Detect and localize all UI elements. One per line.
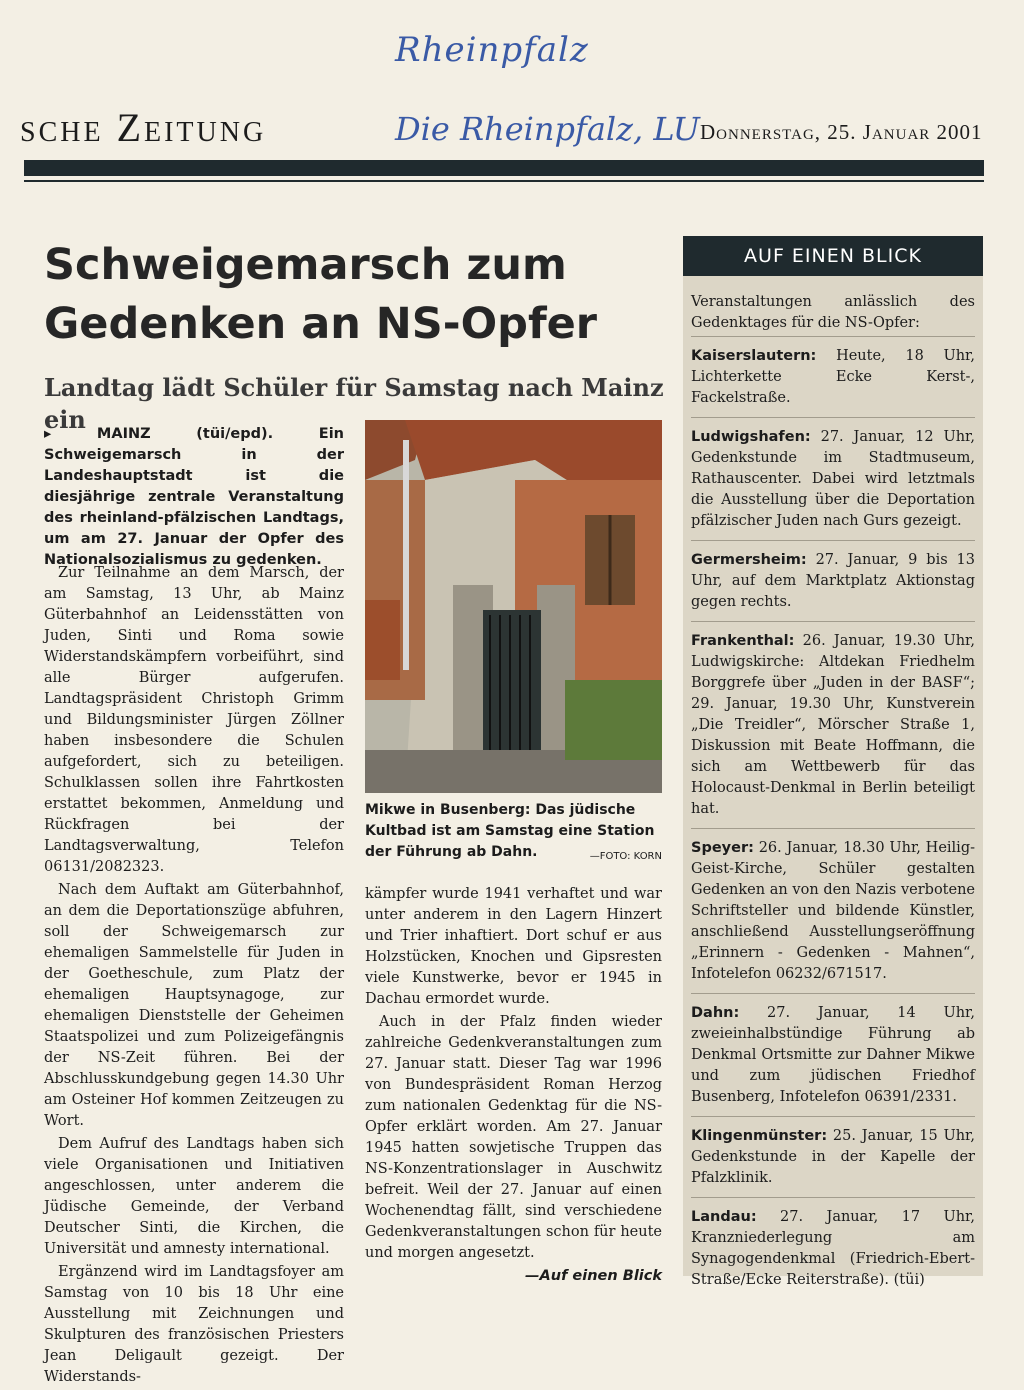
article-column-2 <box>365 884 662 1287</box>
handwritten-note-top: Rheinpfalz <box>395 30 589 70</box>
event-place: Ludwigshafen: <box>691 429 811 445</box>
article-lead: ▸ MAINZ (tüi/epd). Ein Schweigemarsch in der Landeshauptstadt ist die diesjährige zentrale Veranstaltung des rheinland-pfälzischen Landtags, um am 27. Januar der Opfer des Nationalsozialismus zu gedenken. <box>44 426 344 568</box>
newspaper-masthead: sche Zeitung <box>20 105 267 150</box>
event-place: Germersheim: <box>691 552 807 568</box>
handwritten-note-source: Die Rheinpfalz, LU <box>395 110 700 148</box>
event-place: Kaiserslautern: <box>691 348 817 364</box>
masthead-rule <box>24 160 984 176</box>
paragraph: Auch in der Pfalz finden wieder zahlreiche Gedenkveranstaltungen zum 27. Januar statt. Dieser Tag war 1996 von Bundespräsident Roman Herzog zum nationalen Gedenktag für die NS-Opfer erklärt worden. Am 27. Januar 1945 hatten sowjetische Truppen das NS-Konzentrationslager in Auschwitz befreit. Weil der 27. Januar auf einen Wochenendtag fällt, sind verschiedene Gedenkveranstaltungen schon für heute und morgen angesetzt. <box>365 1014 662 1261</box>
issue-date: Donnerstag, 25. Januar 2001 <box>700 120 983 144</box>
masthead-rule-thin <box>24 180 984 182</box>
event-place: Landau: <box>691 1209 757 1225</box>
article-headline: Schweigemarsch zum Gedenken an NS-Opfer <box>44 240 598 349</box>
event-item <box>691 993 975 1116</box>
paragraph: Dem Aufruf des Landtags haben sich viele Organisationen und Initiativen angeschlossen, unter anderem die Jüdische Gemeinde, der Verband Deutscher Sinti, die Kirchen, die Universität und amnesty international. <box>44 1136 344 1257</box>
article-subhead: Landtag lädt Schüler für Samstag nach Mainz ein <box>44 373 664 434</box>
event-item <box>691 828 975 993</box>
event-item <box>691 417 975 540</box>
sidebar-box <box>683 236 983 1288</box>
event-place: Speyer: <box>691 840 754 856</box>
paragraph: kämpfer wurde 1941 verhaftet und war unter anderem in den Lagern Hinzert und Trier inhaftiert. Dort schuf er aus Holzstücken, Knochen und Gipsresten viele Kunstwerke, bevor er 1945 in Dachau ermordet wurde. <box>365 886 662 1007</box>
event-text: 27. Januar, 12 Uhr, Gedenkstunde im Stadtmuseum, Rathauscenter. Dabei wird letztmals die Ausstellung über die Deportation pfälzischer Juden nach Gurs gezeigt. <box>691 429 975 529</box>
event-text: 26. Januar, 18.30 Uhr, Heilig-Geist-Kirche, Schüler gestalten Gedenken an von den Nazis verbotene Schriftsteller und bildende Künstler, anschließend Ausstellungseröffnung „Erinnern - Gedenken - Mahnen“, Infotelefon 06232/671517. <box>691 840 976 982</box>
event-text: 27. Januar, 14 Uhr, zweieinhalbstündige Führung ab Denkmal Ortsmitte zur Dahner Mikwe und zum jüdischen Friedhof Busenberg, Infotelefon 06391/2331. <box>691 1005 975 1105</box>
mikwe-photo <box>365 420 662 793</box>
event-list <box>691 336 975 1299</box>
event-item <box>691 1116 975 1197</box>
event-text: 25. Januar, 15 Uhr, Gedenkstunde in der Kapelle der Pfalzklinik. <box>691 1128 975 1186</box>
event-text: 27. Januar, 17 Uhr, Kranzniederlegung am Synagogendenkmal (Friedrich-Ebert-Straße/Ecke Reiterstraße). (tüi) <box>691 1209 975 1288</box>
event-place: Frankenthal: <box>691 633 795 649</box>
event-item <box>691 1197 975 1299</box>
photo-credit: —FOTO: KORN <box>589 851 662 862</box>
event-item <box>691 336 975 417</box>
paragraph: Ergänzend wird im Landtagsfoyer am Samstag von 10 bis 18 Uhr eine Ausstellung mit Zeichnungen und Skulpturen des französischen Priesters Jean Deligault gezeigt. Der Widerstands- <box>44 1264 344 1385</box>
event-text: Heute, 18 Uhr, Lichterkette Ecke Kerst-, Fackelstraße. <box>691 348 975 406</box>
sidebar-intro: Veranstaltungen anlässlich des Gedenktages für die NS-Opfer: <box>691 294 975 331</box>
article-signoff: —Auf einen Blick <box>525 1268 662 1284</box>
caption-text: Mikwe in Busenberg: Das jüdische Kultbad ist am Samstag eine Station der Führung ab Dahn. <box>365 802 655 860</box>
event-text: 27. Januar, 9 bis 13 Uhr, auf dem Marktplatz Aktionstag gegen rechts. <box>691 552 975 610</box>
building-illustration <box>365 420 662 793</box>
event-place: Klingenmünster: <box>691 1128 828 1144</box>
paragraph: Zur Teilnahme an dem Marsch, der am Samstag, 13 Uhr, ab Mainz Güterbahnhof an Leidensstätten von Juden, Sinti und Roma sowie Widerstandskämpfern vorbeiführt, sind alle Bürger aufgerufen. Landtagspräsident Christoph Grimm und Bildungsminister Jürgen Zöllner haben insbesondere die Schulen aufgefordert, sich zu beteiligen. Schulklassen sollen ihre Fahrtkosten erstattet bekommen, Anmeldung und Rückfragen bei der Landtagsverwaltung, Telefon 06131/2082323. <box>44 565 344 875</box>
photo-caption <box>365 800 662 867</box>
event-item <box>691 621 975 828</box>
sidebar-title: AUF EINEN BLICK <box>683 236 983 276</box>
event-text: 26. Januar, 19.30 Uhr, Ludwigskirche: Altdekan Friedhelm Borggrefe über „Juden in der BASF“; 29. Januar, 19.30 Uhr, Kunstverein „Die Treidler“, Mörscher Straße 1, Diskussion mit Beate Hoffmann, die sich am Wettbewerb für das Holocaust-Denkmal in Berlin beteiligt hat. <box>691 633 975 817</box>
article-column-1 <box>44 563 344 1390</box>
event-item <box>691 540 975 621</box>
event-place: Dahn: <box>691 1005 740 1021</box>
paragraph: Nach dem Auftakt am Güterbahnhof, an dem die Deportationszüge abfuhren, soll der Schweigemarsch zur ehemaligen Sammelstelle für Juden in der Goetheschule, zum Platz der ehemaligen Hauptsynagoge, zur ehemaligen Dienststelle der Geheimen Staatspolizei und zum Polizeigefängnis der NS-Zeit führen. Bei der Abschlusskundgebung gegen 14.30 Uhr am Osteiner Hof kommen Zeitzeugen zu Wort. <box>44 882 344 1129</box>
